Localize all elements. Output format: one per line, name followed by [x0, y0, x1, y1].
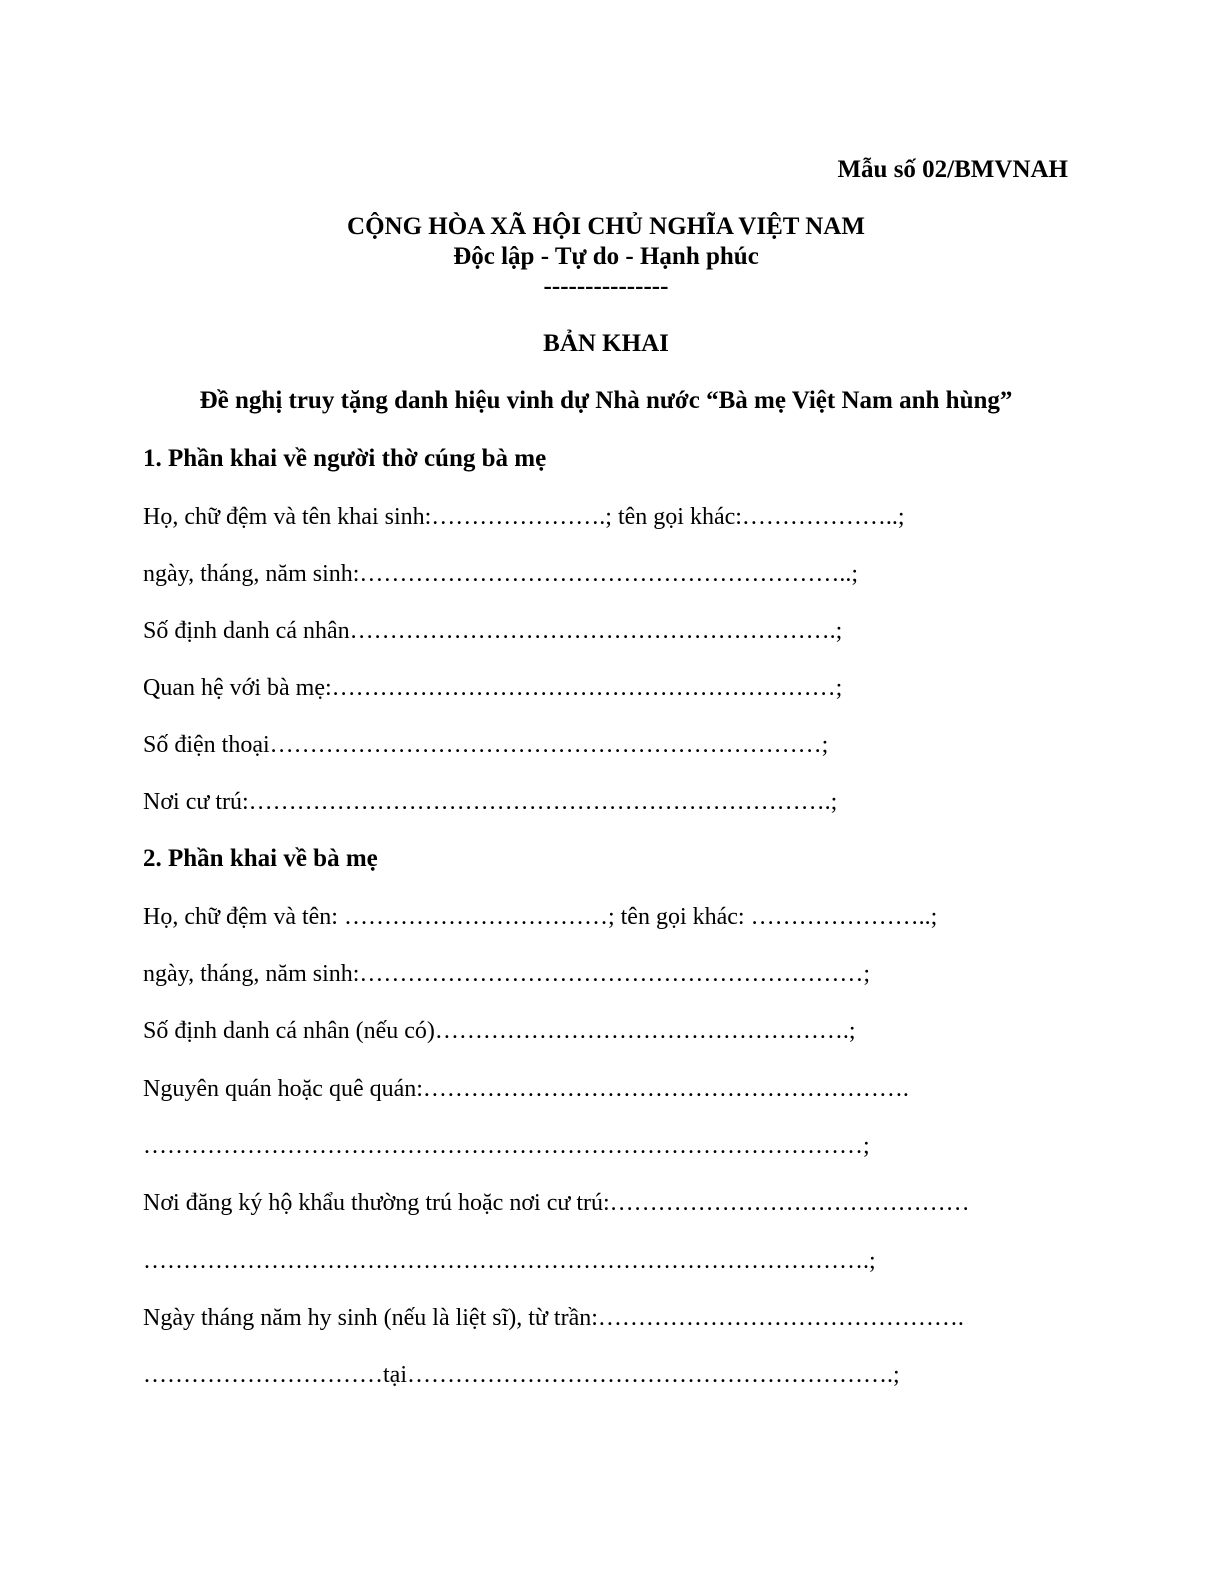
section-1-line-birthdate: ngày, tháng, năm sinh:……………………………………………………..;	[143, 561, 859, 587]
section-2-line-name: Họ, chữ đệm và tên: ……………………………; tên gọi khác: …………………..;	[143, 904, 938, 930]
section-2-line-death-place: …………………………tại…………………………………………………….;	[143, 1362, 900, 1388]
section-1-line-personal-id: Số định danh cá nhân…………………………………………………….;	[143, 618, 843, 644]
national-motto: Độc lập - Tự do - Hạnh phúc	[453, 243, 759, 270]
section-2-line-registered-address-cont: ……………………………………………………………………………….;	[143, 1248, 876, 1274]
section-2-line-hometown-cont: ………………………………………………………………………………;	[143, 1133, 870, 1159]
section-2-line-death-date: Ngày tháng năm hy sinh (nếu là liệt sĩ), từ trần:……………………………………….	[143, 1305, 964, 1331]
section-1-line-relationship: Quan hệ với bà mẹ:………………………………………………………;	[143, 675, 843, 701]
section-1-line-name: Họ, chữ đệm và tên khai sinh:………………….; tên gọi khác:………………..;	[143, 504, 905, 530]
document-subtitle: Đề nghị truy tặng danh hiệu vinh dự Nhà nước “Bà mẹ Việt Nam anh hùng”	[199, 387, 1013, 414]
section-1-line-phone: Số điện thoại……………………………………………………………;	[143, 732, 829, 758]
section-2-line-birthdate: ngày, tháng, năm sinh:………………………………………………………;	[143, 961, 871, 987]
section-2-line-personal-id: Số định danh cá nhân (nếu có)…………………………………………….;	[143, 1018, 856, 1044]
form-code: Mẫu số 02/BMVNAH	[837, 156, 1068, 183]
document-title: BẢN KHAI	[543, 330, 669, 357]
section-2-heading: 2. Phần khai về bà mẹ	[143, 845, 378, 872]
section-2-line-hometown: Nguyên quán hoặc quê quán:…………………………………………………….	[143, 1076, 909, 1102]
national-name: CỘNG HÒA XÃ HỘI CHỦ NGHĨA VIỆT NAM	[347, 213, 865, 240]
section-2-line-registered-address: Nơi đăng ký hộ khẩu thường trú hoặc nơi cư trú:………………………………………	[143, 1190, 970, 1216]
section-1-line-residence: Nơi cư trú:……………………………………………………………….;	[143, 789, 838, 815]
header-divider: ---------------	[543, 273, 669, 300]
section-1-heading: 1. Phần khai về người thờ cúng bà mẹ	[143, 445, 547, 472]
